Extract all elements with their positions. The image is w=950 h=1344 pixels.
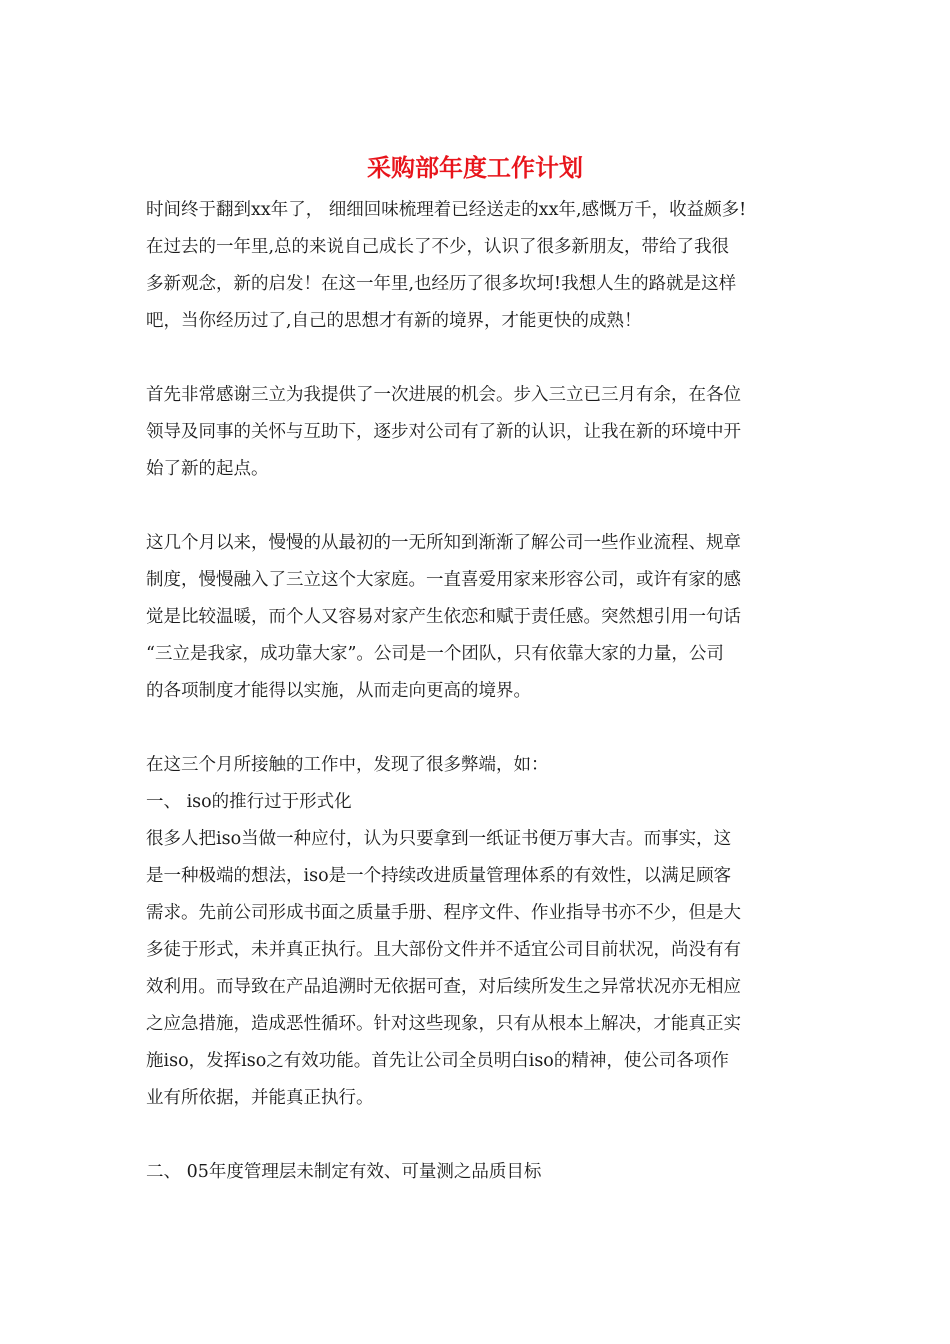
text-line: 业有所依据，并能真正执行。 <box>146 1088 374 1108</box>
text-line: 的各项制度才能得以实施，从而走向更高的境界。 <box>146 681 531 701</box>
text-line: 是一种极端的想法，iso是一个持续改进质量管理体系的有效性，以满足顾客 <box>146 866 732 886</box>
paragraph-gap <box>146 488 806 525</box>
text-line: 很多人把iso当做一种应付，认为只要拿到一纸证书便万事大吉。而事实，这 <box>146 829 732 849</box>
text-line: 多徒于形式，未并真正执行。且大部份文件并不适宜公司目前状况，尚没有有 <box>146 940 741 960</box>
text-line: 觉是比较温暖，而个人又容易对家产生依恋和赋于责任感。突然想引用一句话 <box>146 607 741 627</box>
text-line: 之应急措施，造成恶性循环。针对这些现象，只有从根本上解决，才能真正实 <box>146 1014 741 1034</box>
paragraph-gap <box>146 340 806 377</box>
paragraph-gap <box>146 1117 806 1154</box>
text-line: 需求。先前公司形成书面之质量手册、程序文件、作业指导书亦不少，但是大 <box>146 903 741 923</box>
text-line: 效利用。而导致在产品追溯时无依据可查，对后续所发生之异常状况亦无相应 <box>146 977 741 997</box>
text-line: 在这三个月所接触的工作中，发现了很多弊端，如： <box>146 755 549 775</box>
text-line: 领导及同事的关怀与互助下，逐步对公司有了新的认识，让我在新的环境中开 <box>146 422 741 442</box>
text-line: 始了新的起点。 <box>146 459 269 479</box>
text-line: 制度，慢慢融入了三立这个大家庭。一直喜爱用家来形容公司，或许有家的感 <box>146 570 741 590</box>
document-body <box>146 192 806 1191</box>
paragraph-gap <box>146 710 806 747</box>
text-line: 吧，当你经历过了,自己的思想才有新的境界，才能更快的成熟！ <box>146 311 642 331</box>
text-line: 在过去的一年里,总的来说自己成长了不少，认识了很多新朋友，带给了我很 <box>146 237 730 257</box>
text-line: 一、 iso的推行过于形式化 <box>146 792 352 812</box>
document-title: 采购部年度工作计划 <box>367 153 583 182</box>
text-line: 施iso，发挥iso之有效功能。首先让公司全员明白iso的精神，使公司各项作 <box>146 1051 729 1071</box>
text-line: 时间终于翻到xx年了， 细细回味梳理着已经送走的xx年,感慨万千，收益颇多! <box>146 200 747 220</box>
text-line: 这几个月以来，慢慢的从最初的一无所知到渐渐了解公司一些作业流程、规章 <box>146 533 741 553</box>
text-line: “三立是我家，成功靠大家”。公司是一个团队，只有依靠大家的力量，公司 <box>146 644 724 664</box>
text-line: 多新观念，新的启发！在这一年里,也经历了很多坎坷!我想人生的路就是这样 <box>146 274 737 294</box>
text-line: 二、 05年度管理层未制定有效、可量测之品质目标 <box>146 1162 542 1182</box>
text-line: 首先非常感谢三立为我提供了一次进展的机会。步入三立已三月有余，在各位 <box>146 385 741 405</box>
